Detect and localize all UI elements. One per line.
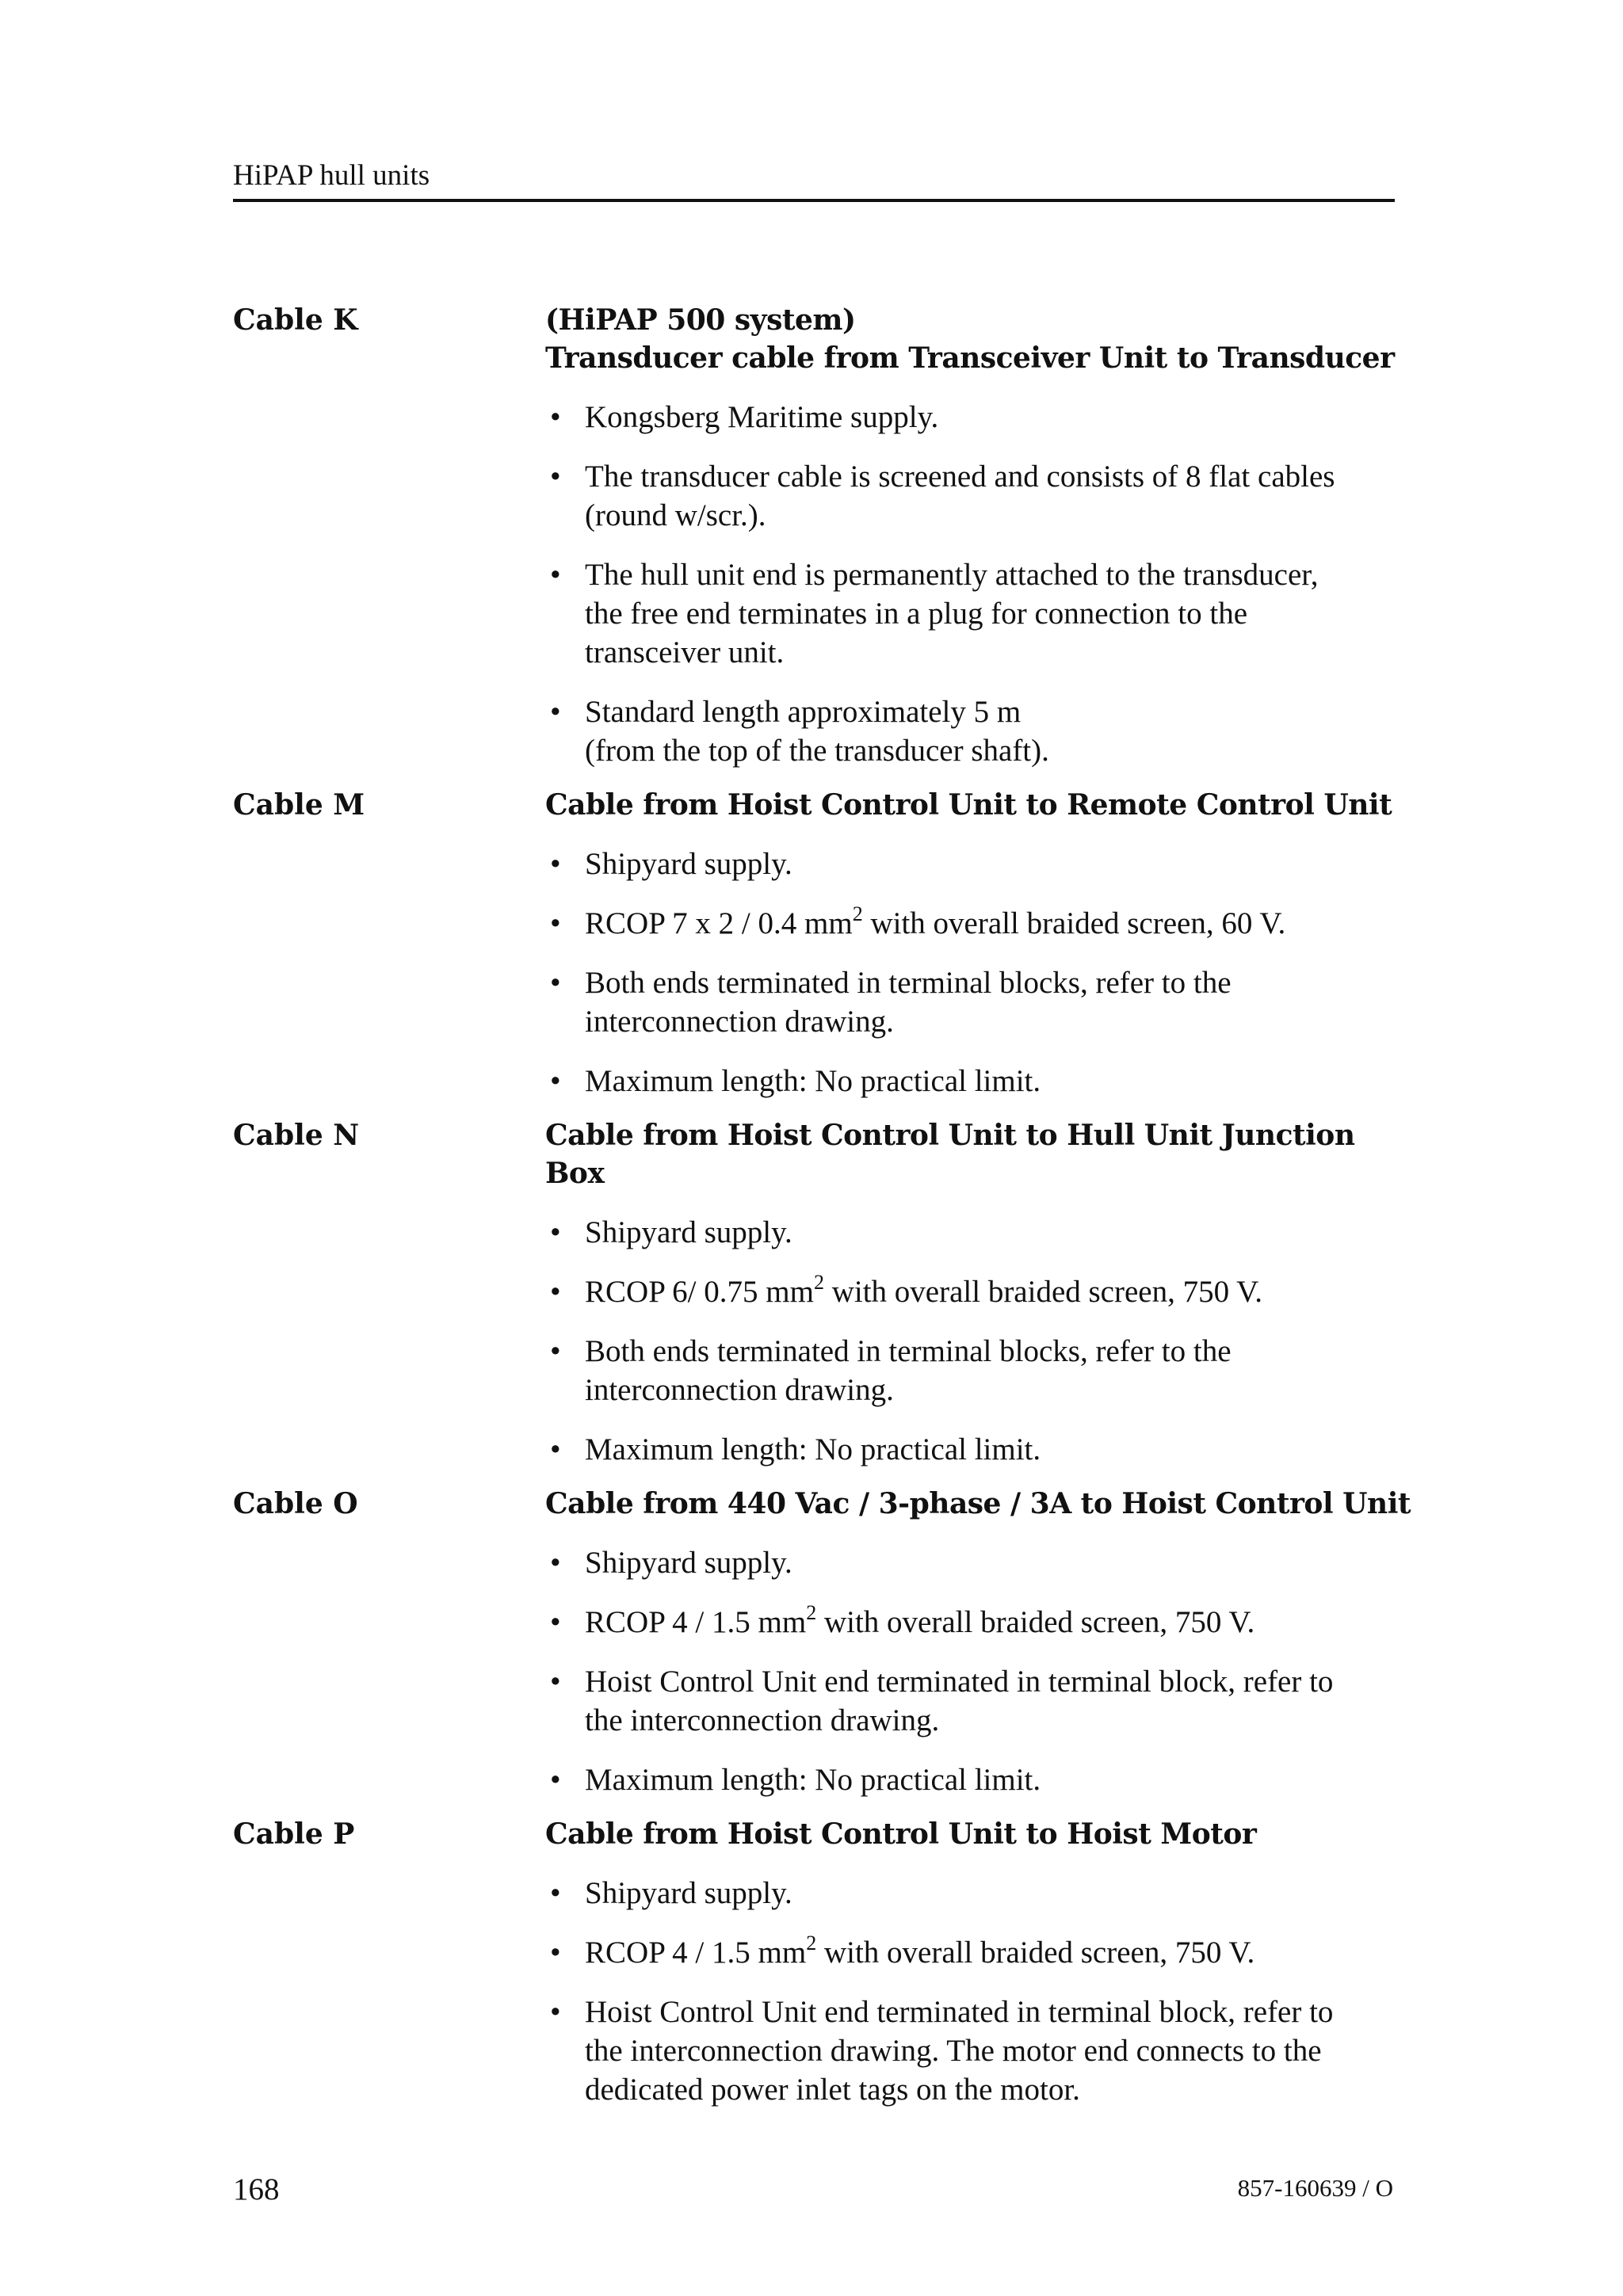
bullet-item xyxy=(545,845,1422,883)
cable-title: Transducer cable from Transceiver Unit to Transducer xyxy=(545,341,1395,375)
bullet-icon: • xyxy=(550,1605,561,1639)
bullet-icon: • xyxy=(550,695,561,729)
bullet-icon: • xyxy=(550,1936,561,1970)
cable-label: Cable K xyxy=(233,303,358,337)
unit-superscript: 2 xyxy=(813,1271,824,1294)
bullet-text-line: Hoist Control Unit end terminated in terminal block, refer to xyxy=(585,1995,1334,2029)
bullet-item xyxy=(545,555,1422,672)
bullet-item xyxy=(545,1543,1422,1582)
spec-text: RCOP 4 / 1.5 mm xyxy=(585,1936,807,1970)
bullet-text-line: Maximum length: No practical limit. xyxy=(585,1064,1041,1098)
bullet-text-line: dedicated power inlet tags on the motor. xyxy=(585,2073,1080,2107)
cable-section xyxy=(233,1815,1422,2109)
bullet-text-line: Shipyard supply. xyxy=(585,1546,792,1580)
cable-label: Cable O xyxy=(233,1487,358,1520)
header-divider xyxy=(233,199,1395,202)
bullet-item xyxy=(545,963,1422,1041)
cable-section xyxy=(233,1116,1422,1469)
unit-superscript: 2 xyxy=(806,1932,817,1955)
bullet-text-line: The transducer cable is screened and consists of 8 flat cables xyxy=(585,460,1335,494)
bullet-item xyxy=(545,1933,1422,1972)
page-number: 168 xyxy=(233,2172,280,2206)
bullet-icon: • xyxy=(550,460,561,494)
bullet-text-line xyxy=(585,1272,1422,1311)
bullet-text-line xyxy=(585,1933,1422,1972)
cable-title: Cable from Hoist Control Unit to Hoist Motor xyxy=(545,1817,1257,1851)
spec-text: with overall braided screen, 750 V. xyxy=(816,1605,1255,1639)
bullet-icon: • xyxy=(550,1334,561,1368)
bullet-text-line: Maximum length: No practical limit. xyxy=(585,1763,1041,1797)
cable-section xyxy=(233,1485,1422,1799)
spec-text: with overall braided screen, 750 V. xyxy=(816,1936,1255,1970)
bullet-icon: • xyxy=(550,1275,561,1309)
bullet-item xyxy=(545,1662,1422,1740)
bullet-text-line: Hoist Control Unit end terminated in terminal block, refer to xyxy=(585,1665,1334,1699)
unit-superscript: 2 xyxy=(806,1601,817,1624)
bullet-icon: • xyxy=(550,1546,561,1580)
cable-section xyxy=(233,301,1422,770)
cable-description xyxy=(545,1815,1422,2109)
bullet-list xyxy=(545,1874,1422,2109)
cable-description xyxy=(545,1116,1422,1469)
bullet-text-line: (round w/scr.). xyxy=(585,498,766,532)
bullet-icon: • xyxy=(550,1665,561,1699)
cable-description xyxy=(545,786,1422,1100)
bullet-text-line: interconnection drawing. xyxy=(585,1005,894,1039)
bullet-item xyxy=(545,692,1422,770)
bullet-list xyxy=(545,1543,1422,1799)
cable-section xyxy=(233,786,1422,1100)
bullet-text-line xyxy=(585,904,1422,943)
cable-description xyxy=(545,1485,1422,1799)
bullet-list xyxy=(545,398,1422,770)
bullet-icon: • xyxy=(550,1763,561,1797)
bullet-text-line: interconnection drawing. xyxy=(585,1373,894,1407)
bullet-icon: • xyxy=(550,1064,561,1098)
bullet-text-line: Standard length approximately 5 m xyxy=(585,695,1022,729)
spec-text: with overall braided screen, 60 V. xyxy=(862,906,1286,940)
unit-superscript: 2 xyxy=(852,902,863,925)
bullet-text-line: The hull unit end is permanently attached to the transducer, xyxy=(585,558,1319,592)
bullet-item xyxy=(545,457,1422,535)
bullet-item xyxy=(545,1213,1422,1252)
bullet-icon: • xyxy=(550,906,561,940)
bullet-text-line: Shipyard supply. xyxy=(585,847,792,881)
bullet-text-line xyxy=(585,1603,1422,1642)
cable-title: Cable from Hoist Control Unit to Hull Unit Junction Box xyxy=(545,1119,1355,1190)
bullet-text-line: the interconnection drawing. xyxy=(585,1703,940,1737)
bullet-item xyxy=(545,1430,1422,1469)
document-id: 857-160639 / O xyxy=(1237,2174,1393,2202)
bullet-text-line: Both ends terminated in terminal blocks, refer to the xyxy=(585,1334,1232,1368)
cable-label: Cable M xyxy=(233,788,365,822)
bullet-item xyxy=(545,1603,1422,1642)
cable-title: Cable from 440 Vac / 3-phase / 3A to Hoist Control Unit xyxy=(545,1487,1411,1520)
bullet-item xyxy=(545,398,1422,437)
spec-text: with overall braided screen, 750 V. xyxy=(823,1275,1263,1309)
bullet-item xyxy=(545,1332,1422,1409)
bullet-icon: • xyxy=(550,847,561,881)
spec-text: RCOP 6/ 0.75 mm xyxy=(585,1275,814,1309)
bullet-item xyxy=(545,1062,1422,1100)
bullet-text-line: Both ends terminated in terminal blocks, refer to the xyxy=(585,966,1232,1000)
bullet-text-line: transceiver unit. xyxy=(585,635,785,669)
cable-title: Cable from Hoist Control Unit to Remote Control Unit xyxy=(545,788,1392,822)
running-header: HiPAP hull units xyxy=(233,159,430,192)
bullet-icon: • xyxy=(550,1995,561,2029)
bullet-item xyxy=(545,1993,1422,2109)
spec-text: RCOP 7 x 2 / 0.4 mm xyxy=(585,906,853,940)
bullet-text-line: Shipyard supply. xyxy=(585,1876,792,1910)
bullet-icon: • xyxy=(550,1215,561,1249)
cable-label: Cable P xyxy=(233,1817,355,1851)
cable-title: (HiPAP 500 system) xyxy=(545,303,856,337)
bullet-list xyxy=(545,1213,1422,1469)
bullet-item xyxy=(545,904,1422,943)
bullet-text-line: the free end terminates in a plug for connection to the xyxy=(585,597,1248,631)
cable-label: Cable N xyxy=(233,1119,360,1152)
bullet-icon: • xyxy=(550,1432,561,1466)
bullet-icon: • xyxy=(550,966,561,1000)
bullet-item xyxy=(545,1760,1422,1799)
cable-description xyxy=(545,301,1422,770)
bullet-item xyxy=(545,1874,1422,1913)
bullet-text-line: the interconnection drawing. The motor end connects to the xyxy=(585,2034,1322,2068)
bullet-item xyxy=(545,1272,1422,1311)
bullet-icon: • xyxy=(550,400,561,434)
bullet-icon: • xyxy=(550,558,561,592)
cable-specifications xyxy=(233,301,1422,2109)
bullet-text-line: Maximum length: No practical limit. xyxy=(585,1432,1041,1466)
bullet-text-line: Kongsberg Maritime supply. xyxy=(585,400,939,434)
spec-text: RCOP 4 / 1.5 mm xyxy=(585,1605,807,1639)
bullet-text-line: (from the top of the transducer shaft). xyxy=(585,734,1049,768)
bullet-list xyxy=(545,845,1422,1100)
bullet-icon: • xyxy=(550,1876,561,1910)
bullet-text-line: Shipyard supply. xyxy=(585,1215,792,1249)
